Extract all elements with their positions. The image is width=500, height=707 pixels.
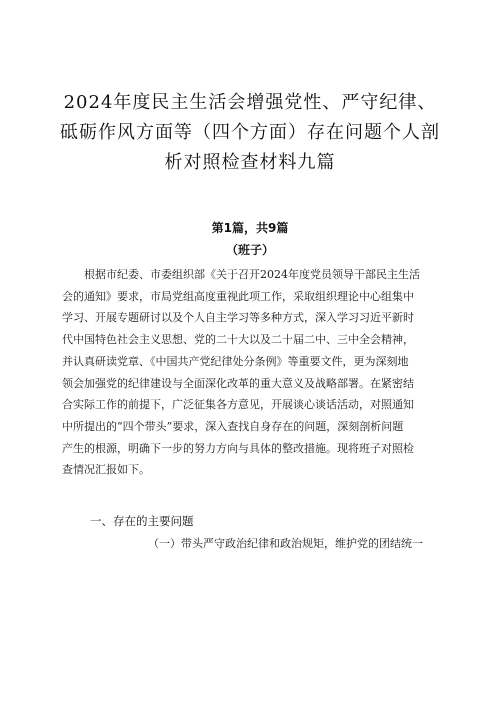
subsection-heading: （一）带头严守政治纪律和政治规矩，维护党的团结统一 [148, 537, 423, 550]
paragraph-line: 产生的根源，明确下一步的努力方向与具体的整改措施。现将班子对照检 [62, 441, 414, 455]
paragraph-line: 代中国特色社会主义思想、党的二十大以及二十届二中、三中全会精神， [62, 333, 414, 347]
paragraph-line: 中所提出的“四个带头”要求，深入查找自身存在的问题，深刻剖析问题 [62, 419, 404, 433]
paragraph-line: 学习、开展专题研讨以及个人自主学习等多种方式，深入学习习近平新时 [62, 311, 414, 325]
section-heading: 一、存在的主要问题 [90, 514, 194, 528]
paragraph-line: 领会加强党的纪律建设与全面深化改革的重大意义及战略部署。在紧密结 [62, 376, 414, 390]
title-line: 2024年度民主生活会增强党性、严守纪律、 [63, 92, 437, 113]
paragraph-line: 查情况汇报如下。 [62, 463, 150, 477]
section-tag: （班子） [225, 243, 274, 257]
document-title [40, 88, 460, 178]
paragraph-line: 根据市纪委、市委组织部《关于召开2024年度党员领导干部民主生活 [84, 268, 420, 281]
paragraph-line: 合实际工作的前提下，广泛征集各方意见，开展谈心谈话活动，对照通知 [62, 398, 414, 412]
part-label: 第1篇，共9篇 [211, 221, 289, 235]
paragraph-line: 并认真研读党章、《中国共产党纪律处分条例》等重要文件，更为深刻地 [62, 354, 409, 368]
paragraph-line: 会的通知》要求，市局党组高度重视此项工作，采取组织理论中心组集中 [62, 289, 414, 303]
intro-paragraph [62, 264, 446, 481]
title-line: 析对照检查材料九篇 [164, 152, 336, 173]
title-line: 砥砺作风方面等（四个方面）存在问题个人剖 [60, 122, 440, 143]
